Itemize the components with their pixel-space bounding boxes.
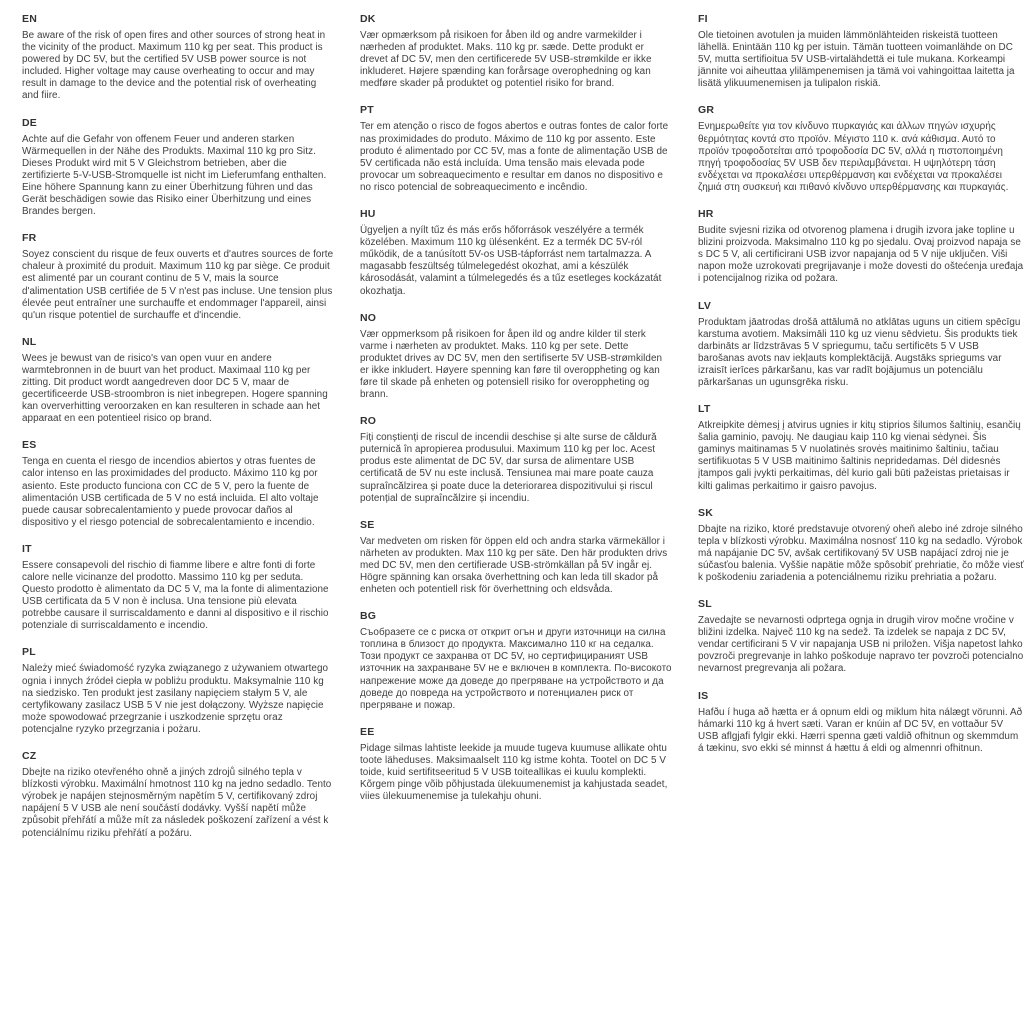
column-left: [22, 13, 334, 854]
language-section-dk: [360, 13, 672, 90]
language-section-en: [22, 13, 334, 103]
warning-paragraph: Ügyeljen a nyílt tűz és más erős hőforrások veszélyére a termék közelében. Maximum 110 kg ülésenként. Ez a termék DC 5V-ról működik, de a tanúsított 5V-os USB-tápforrást nem tartalmazza. A magasabb feszültség túlmelegedést okozhat, ami a készülék károsodását, valamint a túlmelegedés és a tűz esetleges kockázatát okozhatja.: [360, 225, 662, 297]
column-right: [698, 13, 1024, 854]
warning-paragraph: Essere consapevoli del rischio di fiamme libere e altre fonti di forte calore nelle vicinanze del prodotto. Massimo 110 kg per seduta. Questo prodotto è alimentato da DC 5 V, ma la fonte di alimentazione USB certificata da 5 V non è inclusa. Una tensione più elevata potrebbe causare il surriscaldamento e danni al dispositivo e il rischio potenziale di surriscaldamento e incendio.: [22, 559, 329, 632]
column-middle: [360, 13, 672, 854]
warning-paragraph: Dbajte na riziko, ktoré predstavuje otvorený oheň alebo iné zdroje silného tepla v blízkosti výrobku. Maximálna nosnosť 110 kg na sedadlo. Výrobok má napájanie DC 5V, avšak certifikovaný 5V USB napájací zdroj nie je súčasťou balenia. Vyššie napätie môže spôsobiť prehriatie, čo môže viesť k poškodeniu zariadenia a potenciálnemu riziku prehriatia a požaru.: [698, 523, 1024, 583]
warning-paragraph: Be aware of the risk of open fires and other sources of strong heat in the vicinity of the product. Maximum 110 kg per seat. This product is powered by DC 5V, but the certified 5V USB power source is not included. Higher voltage may cause overheating to occur and may result in damage to the device and the potential risk of overheating and fiire.: [22, 30, 326, 102]
warning-paragraph: Var medveten om risken för öppen eld och andra starka värmekällor i närheten av produkten. Max 110 kg per säte. Den här produkten drivs med DC 5V, men den certifierade USB-strömkällan på 5V ingår ej. Högre spänning kan orsaka överhettning och kan leda till skador på enheten och potentiell risk för överhettning och eldsvåda.: [360, 535, 668, 596]
language-code-label: SL: [698, 598, 712, 611]
warning-paragraph: Zavedajte se nevarnosti odprtega ognja in drugih virov močne vročine v bližini izdelka. Največ 110 kg na sedež. Ta izdelek se napaja z DC 5V, vendar certificirani 5 V vir napajanja USB ni priložen. Višja napetost lahko povzroči pregrevanje in lahko poškoduje napravo ter povzroči potencialno nevarnost pregrevanja ali požara.: [698, 615, 1024, 675]
language-section-cz: [22, 750, 334, 840]
language-code-label: EN: [22, 13, 37, 25]
warning-paragraph: Vær oppmerksom på risikoen for åpen ild og andre kilder til sterk varme i nærheten av produktet. Maks. 110 kg per sete. Dette produktet drives av DC 5V, men den sertifiserte 5V USB-strømkilden er ikke inkludert. Høyere spenning kan føre til overoppheting og kan føre til skade på enheten og potensiell risiko for overoppheting og brann.: [360, 328, 663, 401]
language-code-label: LV: [698, 299, 712, 312]
language-section-gr: [698, 104, 1024, 194]
language-code-label: GR: [698, 104, 715, 117]
language-section-se: [360, 519, 672, 596]
language-section-nl: [22, 336, 334, 426]
language-code-label: PL: [22, 646, 36, 659]
warning-paragraph: Dbejte na riziko otevřeného ohně a jiných zdrojů silného tepla v blízkosti výrobku. Maximální hmotnost 110 kg na jedno sedadlo. Tento výrobek je napájen stejnosměrným napětím 5 V, certifikovaný zdroj napájení 5 V USB ale není součástí dodávky. Vyšší napětí může způsobit přehřátí a může mít za následek poškození zařízení a vést k potenciálnímu riziku přehřátí a požáru.: [22, 767, 332, 839]
language-code-label: FR: [22, 232, 37, 245]
language-section-bg: [360, 610, 672, 712]
language-section-hr: [698, 208, 1024, 285]
warning-paragraph: Hafðu í huga að hætta er á opnum eldi og miklum hita nálægt vörunni. Að hámarki 110 kg á hvert sæti. Varan er knúin af DC 5V, en vottaður 5V USB aflgjafi fylgir ekki. Hærri spenna gæti valdið ofhitnun og skemmdum á tækinu, svo ekki sé minnst á hættu á eldi og almennri ofhitnun.: [698, 706, 1023, 754]
language-section-fr: [22, 232, 334, 322]
language-code-label: DE: [22, 116, 37, 129]
language-code-label: ES: [22, 439, 37, 452]
language-section-ro: [360, 415, 672, 505]
warning-paragraph: Soyez conscient du risque de feux ouverts et d'autres sources de forte chaleur à proximité du produit. Maximum 110 kg par siège. Ce produit est alimenté par un courant continu de 5 V, mais la source d'alimentation USB certifiée de 5 V n'est pas incluse. Une tension plus élevée peut entraîner une surchauffe et endommager l'appareil, ainsi qu'un risque potentiel de surchauffe et d'incendie.: [22, 249, 334, 321]
language-section-ee: [360, 726, 672, 803]
warning-paragraph: Съобразете се с риска от открит огън и други източници на силна топлина в близост до продукта. Максимално 110 кг на седалка. Този продукт се захранва от DC 5V, но сертифицираният USB източник на захранване 5V не е включен в комплекта. По-високото напрежение може да доведе до прегряване на устройството и да доведе до повреда на устройството и потенциален риск от прегряване и пожар.: [360, 627, 672, 711]
warning-paragraph: Pidage silmas lahtiste leekide ja muude tugeva kuumuse allikate ohtu toote läheduses. Maksimaalselt 110 kg istme kohta. Tootel on DC 5 V toide, kuid sertifitseeritud 5 V USB toiteallikas ei kuulu komplekti. Kõrgem pinge võib põhjustada ülekuumenemist ja kahjustada seadet, viies ülekuumenemise ja tulekahju ohuni.: [360, 742, 668, 803]
language-section-fi: [698, 13, 1024, 90]
language-code-label: CZ: [22, 750, 37, 763]
language-section-lt: [698, 403, 1024, 493]
language-code-label: DK: [360, 13, 376, 25]
warning-paragraph: Należy mieć świadomość ryzyka związanego z używaniem otwartego ognia i innych źródeł ciepła w pobliżu produktu. Maksymalnie 110 kg na siedzisko. Ten produkt jest zasilany napięciem stałym 5 V, ale certyfikowany zasilacz USB 5 V nie jest dołączony. Wyższe napięcie może spowodować przegrzanie i uszkodzenie sprzętu oraz potencjalne ryzyko przegrzania i pożaru.: [22, 663, 329, 735]
warning-paragraph: Wees je bewust van de risico's van open vuur en andere warmtebronnen in de buurt van het product. Maximaal 110 kg per zitting. Dit product wordt aangedreven door DC 5 V, maar de gecertificeerde USB-stroombron is niet inbegrepen. Hogere spanning kan oververhitting veroorzaken en kan resulteren in schade aan het apparaat en een potentieel risico op brand.: [22, 352, 328, 425]
language-code-label: IS: [698, 689, 709, 702]
language-section-pl: [22, 646, 334, 736]
language-code-label: LT: [698, 403, 711, 416]
language-code-label: SE: [360, 518, 375, 531]
warning-paragraph: Ter em atenção o risco de fogos abertos e outras fontes de calor forte nas proximidades do produto. Máximo de 110 kg por assento. Este produto é alimentado por CC 5V, mas a fonte de alimentação USB de 5V certificada não está incluída. Uma tensão mais elevada pode provocar um sobreaquecimento e resultar em danos no dispositivo e no risco potencial de sobreaquecimento e incêndio.: [360, 121, 669, 193]
warning-paragraph: Budite svjesni rizika od otvorenog plamena i drugih izvora jake topline u blizini proizvoda. Maksimalno 110 kg po sjedalu. Ovaj proizvod napaja se s DC 5 V, ali certificirani USB izvor napajanja od 5 V nije uključen. Viši napon može uzrokovati pregrijavanje i može dovesti do oštećenja uređaja i potencijalnog rizika od požara.: [698, 225, 1024, 285]
warning-paragraph: Vær opmærksom på risikoen for åben ild og andre varmekilder i nærheden af produktet. Maks. 110 kg pr. sæde. Dette produkt er drevet af DC 5V, men den certificerede 5V USB-strømkilde er ikke inkluderet. Højere spænding kan forårsage overophedning og kan medføre skader på produktet og potentiel risiko for brand.: [360, 30, 652, 90]
language-section-sl: [698, 598, 1024, 675]
language-section-de: [22, 117, 334, 219]
language-section-lv: [698, 300, 1024, 390]
language-section-pt: [360, 104, 672, 194]
language-code-label: HU: [360, 208, 376, 221]
warning-paragraph: Atkreipkite dėmesį į atvirus ugnies ir kitų stiprios šilumos šaltinių, esančių šalia gaminio, pavojų. Ne daugiau kaip 110 kg vienai sėdynei. Šis gaminys maitinamas 5 V nuolatinės srovės maitinimo šaltiniu, tačiau sertifikuotas 5 V USB maitinimo šaltinis nepridedamas. Dėl didesnės įtampos gali įvykti perkaitimas, dėl kurio gali būti pažeistas prietaisas ir kilti galimas perkaitimo ir gaisro pavojus.: [698, 420, 1021, 492]
warning-paragraph: Fiți conștienți de riscul de incendii deschise și alte surse de căldură puternică în apropierea produsului. Maximum 110 kg per loc. Acest produs este alimentat de DC 5V, dar sursa de alimentare USB certificată de 5V nu este inclusă. Tensiunea mai mare poate cauza supraîncălzirea și poate duce la deteriorarea dispozitivului și riscul potențial de supraîncălzire și incendiu.: [360, 432, 657, 504]
warning-paragraph: Produktam jāatrodas drošā attālumā no atklātas uguns un citiem spēcīgu karstuma avotiem. Maksimāli 110 kg uz vienu sēdvietu. Šis produkts tiek darbināts ar līdzstrāvas 5 V spriegumu, taču sertificēts 5 V USB barošanas avots nav iekļauts komplektācijā. Augstāks spriegums var izraisīt ierīces pārkaršanu, kas var radīt bojājumus un potenciālu pārkaršanas un ugunsgrēka risku.: [698, 316, 1021, 388]
language-code-label: NL: [22, 335, 37, 348]
language-code-label: IT: [22, 542, 32, 555]
language-code-label: NO: [360, 311, 377, 324]
warning-paragraph: Tenga en cuenta el riesgo de incendios abiertos y otras fuentes de calor intenso en las proximidades del producto. Máximo 110 kg por asiento. Este producto funciona con CC de 5 V, pero la fuente de alimentación USB certificada de 5 V no está incluida. El alto voltaje puede causar sobrecalentamiento y puede provocar daños al dispositivo y el riesgo potencial de sobrecalentamiento e incendio.: [22, 456, 319, 528]
language-code-label: PT: [360, 104, 374, 117]
warning-paragraph: Achte auf die Gefahr von offenem Feuer und anderen starken Wärmequellen in der Nähe des Produkts. Maximal 110 kg pro Sitz. Dieses Produkt wird mit 5 V Gleichstrom betrieben, aber die zertifizierte 5-V-USB-Stromquelle ist nicht im Lieferumfang enthalten. Eine höhere Spannung kann zu einer Überhitzung führen und das Gerät beschädigen sowie das Risiko einer Überhitzung und eines Brandes bergen.: [22, 133, 327, 218]
language-code-label: FI: [698, 13, 708, 25]
language-section-is: [698, 690, 1024, 755]
warning-paragraph: Ole tietoinen avotulen ja muiden lämmönlähteiden riskeistä tuotteen lähellä. Enintään 110 kg per istuin. Tämän tuotteen voimanlähde on DC 5V, mutta sertifioitua 5V USB-virtalähdettä ei tule mukana. Korkeampi jännite voi aiheuttaa ylilämpenemisen ja tämä voi vahingoittaa laitetta ja lisätä ylikuumenemisen ja tulipalon riskiä.: [698, 30, 1015, 90]
language-section-es: [22, 439, 334, 529]
language-code-label: RO: [360, 415, 377, 428]
language-section-no: [360, 312, 672, 402]
language-code-label: SK: [698, 506, 713, 519]
language-code-label: EE: [360, 725, 375, 738]
language-code-label: BG: [360, 610, 377, 623]
language-section-hu: [360, 208, 672, 298]
language-section-sk: [698, 507, 1024, 584]
warning-paragraph: Ενημερωθείτε για τον κίνδυνο πυρκαγιάς και άλλων πηγών ισχυρής θερμότητας κοντά στο προϊόν. Μέγιστο 110 κ. ανά κάθισμα. Αυτό το προϊόν τροφοδοτείται από τροφοδοσία DC 5V, αλλά η πιστοποιημένη πηγή τροφοδοσίας 5V USB δεν περιλαμβάνεται. Η υψηλότερη τάση ενδέχεται να προκαλέσει υπερθέρμανση και ενδέχεται να προκαλέσει ζημιά στη συσκευή και πιθανό κίνδυνο υπερθέρμανσης και πυρκαγιάς.: [698, 121, 1009, 193]
language-code-label: HR: [698, 208, 714, 221]
language-section-it: [22, 543, 334, 633]
